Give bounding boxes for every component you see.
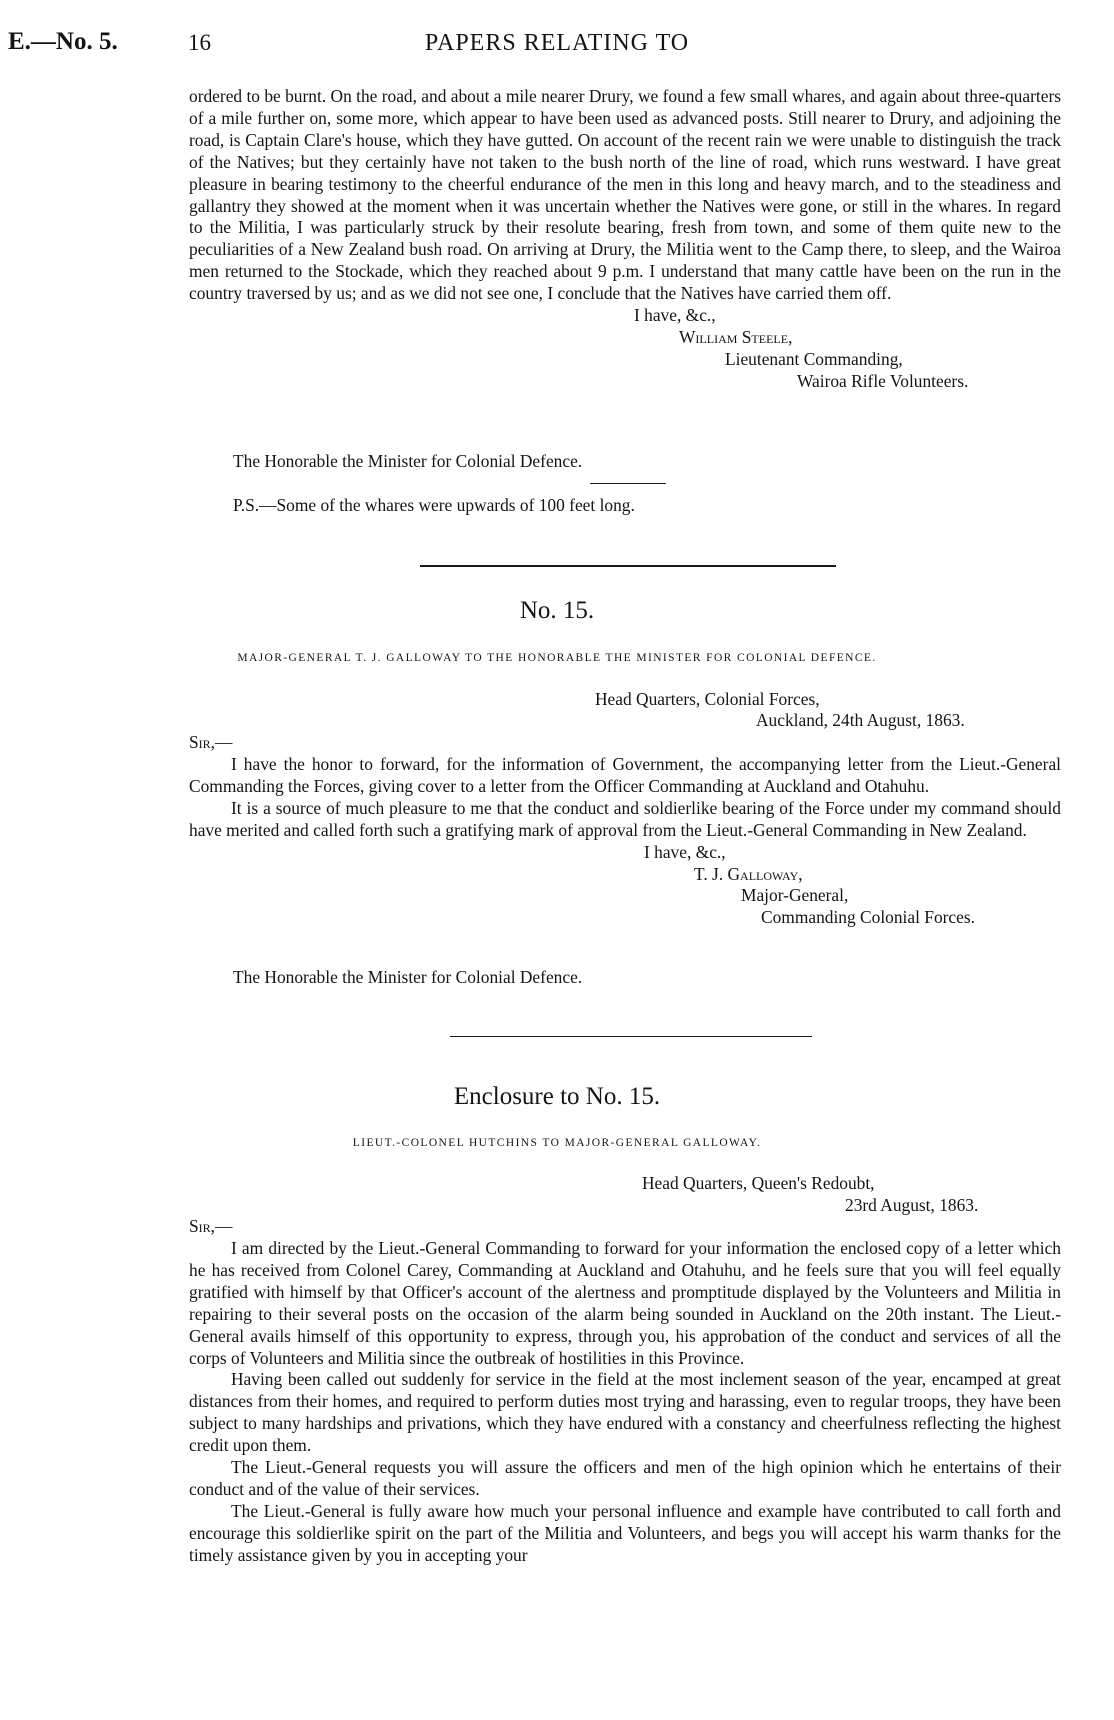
letter-subtitle: MAJOR-GENERAL T. J. GALLOWAY TO THE HONORABLE THE MINISTER FOR COLONIAL DEFENCE. (237, 652, 877, 664)
section-divider (420, 565, 836, 567)
paragraph: I am directed by the Lieut.-General Commanding to forward for your information the enclosed copy of a letter which he has received from Colonel Carey, Commanding at Auckland and Otahuhu, and he feels sure that you will feel equally gratified with himself by that Officer's account of the alertness and promptitude displayed by the Volunteers and Militia in repairing to their several posts on the occasion of the alarm being sounded in Auckland on the 20th instant. The Lieut.-General avails himself of this opportunity to express, through you, his approbation of the conduct and services of all the corps of Volunteers and Militia since the outbreak of hostilities in this Province. (189, 1238, 1061, 1368)
salutation: Sir,— (189, 732, 233, 752)
paragraph: The Lieut.-General requests you will assure the officers and men of the high opinion which he entertains of their conduct and of the value of their services. (189, 1457, 1061, 1499)
salutation: Sir,— (189, 1216, 233, 1236)
address-line-2: 23rd August, 1863. (845, 1195, 979, 1215)
address-line-1: Head Quarters, Queen's Redoubt, (642, 1173, 875, 1193)
signatory-rank: Major-General, (741, 885, 849, 906)
signatory: William Steele, (679, 326, 793, 347)
signatory-rank: Lieutenant Commanding, (725, 348, 903, 369)
enclosure-subtitle: LIEUT.-COLONEL HUTCHINS TO MAJOR-GENERAL GALLOWAY. (352, 1137, 762, 1149)
paragraph: I have the honor to forward, for the information of Government, the accompanying letter from the Lieut.-General Commanding the Forces, giving cover to a letter from the Officer Commanding at Auckland and Otahuhu. (189, 754, 1061, 796)
signatory: T. J. Galloway, (694, 863, 803, 884)
closing: I have, &c., (644, 841, 726, 862)
addressee: The Honorable the Minister for Colonial Defence. (233, 451, 583, 471)
letter-galloway (189, 754, 1061, 929)
running-title: PAPERS RELATING TO (424, 30, 690, 56)
address-line-1: Head Quarters, Colonial Forces, (595, 689, 820, 709)
paragraph: The Lieut.-General is fully aware how much your personal influence and example have contributed to call forth and encourage this soldierlike spirit on the part of the Militia and Volunteers, and begs you will accept his warm thanks for the timely assistance given by you in accepting your (189, 1500, 1061, 1565)
enclosure-letter (189, 1238, 1061, 1567)
document-reference: E.—No. 5. (8, 28, 118, 55)
paragraph: Having been called out suddenly for service in the field at the most inclement season of the year, encamped at great distances from their homes, and required to perform duties most trying and harassing, even to regular troops, they have been subject to many hardships and privations, which they have endured with a constancy and cheerfulness reflecting the highest credit upon them. (189, 1369, 1061, 1456)
letter-steele (189, 86, 1061, 393)
postscript: P.S.—Some of the whares were upwards of 100 feet long. (233, 495, 635, 515)
short-rule (590, 483, 666, 484)
closing: I have, &c., (634, 305, 716, 326)
letter-number-heading: No. 15. (519, 597, 595, 624)
section-divider (450, 1036, 812, 1037)
address-line-2: Auckland, 24th August, 1863. (756, 710, 965, 730)
page-number: 16 (188, 30, 211, 55)
signatory-unit: Wairoa Rifle Volunteers. (797, 370, 969, 391)
enclosure-heading: Enclosure to No. 15. (453, 1083, 661, 1110)
addressee: The Honorable the Minister for Colonial Defence. (233, 967, 583, 987)
signatory-position: Commanding Colonial Forces. (761, 907, 975, 928)
letter-body: ordered to be burnt. On the road, and about a mile nearer Drury, we found a few small whares, and again about three-quarters of a mile further on, some more, which appear to have been used as advanced posts. Still nearer to Drury, and adjoining the road, is Captain Clare's house, which they have gutted. On account of the recent rain we were unable to distinguish the track of the Natives; but they certainly have not taken to the bush north of the line of road, which runs westward. I have great pleasure in bearing testimony to the cheerful endurance of the men in this long and heavy march, and to the steadiness and gallantry they showed at the moment when it was uncertain whether the Natives were gone, or still in the whares. In regard to the Militia, I was particularly struck by their resolute bearing, fresh from town, and some of them quite new to the peculiarities of a New Zealand bush road. On arriving at Drury, the Militia went to the Camp there, to sleep, and the Wairoa men returned to the Stockade, which they reached about 9 p.m. I understand that many cattle have been on the run in the country traversed by us; and as we did not see one, I conclude that the Natives have carried them off. (189, 86, 1061, 304)
page-header (0, 24, 1114, 64)
paragraph: It is a source of much pleasure to me that the conduct and soldierlike bearing of the Force under my command should have merited and called forth such a gratifying mark of approval from the Lieut.-General Commanding in New Zealand. (189, 797, 1061, 840)
